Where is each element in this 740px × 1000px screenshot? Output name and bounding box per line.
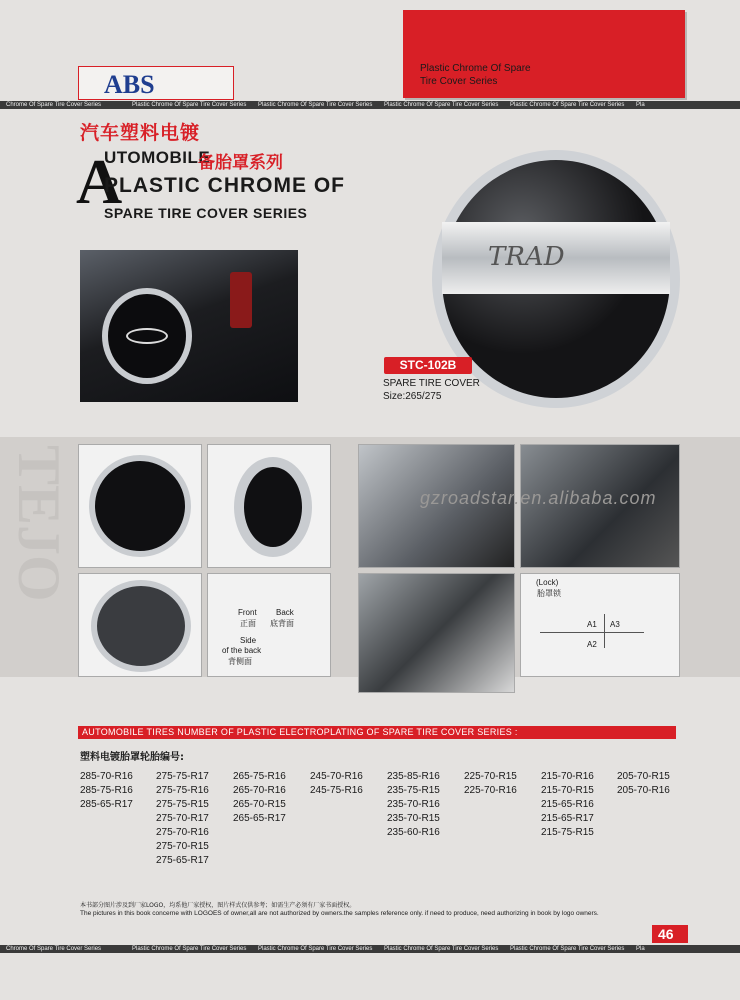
size-item: 275-70-R17 [156,813,209,824]
size-item: 275-75-R17 [156,771,209,782]
label-back: Back [276,608,294,617]
thumb-side [207,444,331,568]
title-cn: 汽车塑料电镀 [80,122,201,144]
size-item: 205-70-R15 [617,771,670,782]
label-front-cn: 正面 [240,619,256,628]
thumb-labels [207,573,331,677]
watermark: gzroadstar.en.alibaba.com [420,488,657,508]
thumb-lock-detail-3 [358,573,515,693]
size-item: 265-65-R17 [233,813,286,824]
size-item: 275-75-R15 [156,799,209,810]
size-item: 215-65-R17 [541,813,594,824]
footnote-cn: 本书部分图片涉及到厂家LOGO，均系他厂家授权，图片样式仅供参考；如需生产必须有厂家书面授权。 [80,902,356,909]
bottom-ribbon-text: Chrome Of Spare Tire Cover Series Plastic Chrome Of Spare Tire Cover Series Plastic Chrome Of Spare Tire Cover Series Plastic Chrome Of Spare Tire Cover Series Plastic Chrome Of Spare Tire Cover Series Pla [6,946,645,952]
size-column-8 [617,770,670,798]
car-emblem [126,328,168,344]
size-item: 245-70-R16 [310,771,363,782]
size-column-2 [156,770,209,868]
brand-logo: ABS [104,70,155,99]
size-item: 275-65-R17 [156,855,209,866]
header-tagline [420,62,531,88]
diagram-line-vertical [604,614,605,648]
size-column-3 [233,770,286,826]
size-item: 215-70-R16 [541,771,594,782]
size-column-5 [387,770,440,840]
size-column-6 [464,770,517,798]
diagram-line-horizontal [540,632,644,633]
size-item: 265-70-R16 [233,785,286,796]
product-name: SPARE TIRE COVER [383,378,480,389]
size-column-7 [541,770,594,840]
label-back-cn: 底背面 [270,619,294,628]
size-item: 215-75-R15 [541,827,594,838]
footnote-en: The pictures in this book concerne with LOGOES of owner,all are not authorized by owners.the samples reference only. if need to produce, need authorizing in book by logo owners. [80,910,599,917]
tagline-line2: Tire Cover Series [420,76,498,87]
title-line3: SPARE TIRE COVER SERIES [104,205,308,221]
size-item: 285-70-R16 [80,771,133,782]
size-item: 265-70-R15 [233,799,286,810]
product-size: Size:265/275 [383,391,442,402]
thumb-back-tire [91,580,191,672]
label-side: Side [240,636,257,645]
band-decoration: TEJO [6,445,72,602]
label-side-of-back: of the back [222,646,262,655]
size-item: 285-65-R17 [80,799,133,810]
size-item: 285-75-R16 [80,785,133,796]
model-badge: STC-102B [384,357,472,374]
size-item: 235-70-R16 [387,799,440,810]
label-lock-cn: 胎罩锁 [537,589,561,598]
tagline-line1: Plastic Chrome Of Spare [420,63,531,74]
label-side-cn: 背侧面 [228,657,252,666]
size-item: 275-70-R16 [156,827,209,838]
title-big-letter: A [76,146,123,217]
size-item: 235-60-R16 [387,827,440,838]
thumb-front [78,444,202,568]
size-column-1 [80,770,133,812]
thumb-side-tire [234,457,312,557]
size-item: 225-70-R16 [464,785,517,796]
label-a2: A2 [587,640,597,649]
car-tail-lamp [230,272,252,328]
size-item: 245-75-R16 [310,785,363,796]
size-column-4 [310,770,363,798]
label-lock: (Lock) [536,578,559,587]
label-a3: A3 [610,620,620,629]
size-item: 275-70-R15 [156,841,209,852]
size-item: 215-70-R15 [541,785,594,796]
title-line2: PLASTIC CHROME OF [104,174,345,197]
car-photo [80,250,298,402]
size-item: 235-85-R16 [387,771,440,782]
hero-script-text: TRAD [488,242,565,272]
logo-box [78,66,234,100]
title-line1-cn: 备胎罩系列 [198,153,283,173]
size-item: 275-75-R16 [156,785,209,796]
series-cn: 塑料电镀胎罩轮胎编号: [80,752,184,763]
size-item: 225-70-R15 [464,771,517,782]
title-line1: UTOMOBILE [104,148,211,167]
page-number: 46 [658,926,674,942]
top-ribbon-text: Chrome Of Spare Tire Cover Series Plastic Chrome Of Spare Tire Cover Series Plastic Chrome Of Spare Tire Cover Series Plastic Chrome Of Spare Tire Cover Series Plastic Chrome Of Spare Tire Cover Series Pla [6,102,645,108]
size-item: 215-65-R16 [541,799,594,810]
size-item: 235-70-R15 [387,813,440,824]
size-item: 205-70-R16 [617,785,670,796]
thumb-back [78,573,202,677]
size-item: 265-75-R16 [233,771,286,782]
label-front: Front [238,608,257,617]
size-item: 235-75-R15 [387,785,440,796]
label-a1: A1 [587,620,597,629]
series-bar: AUTOMOBILE TIRES NUMBER OF PLASTIC ELECTROPLATING OF SPARE TIRE COVER SERIES : [78,726,676,739]
thumb-front-tire [89,455,191,557]
